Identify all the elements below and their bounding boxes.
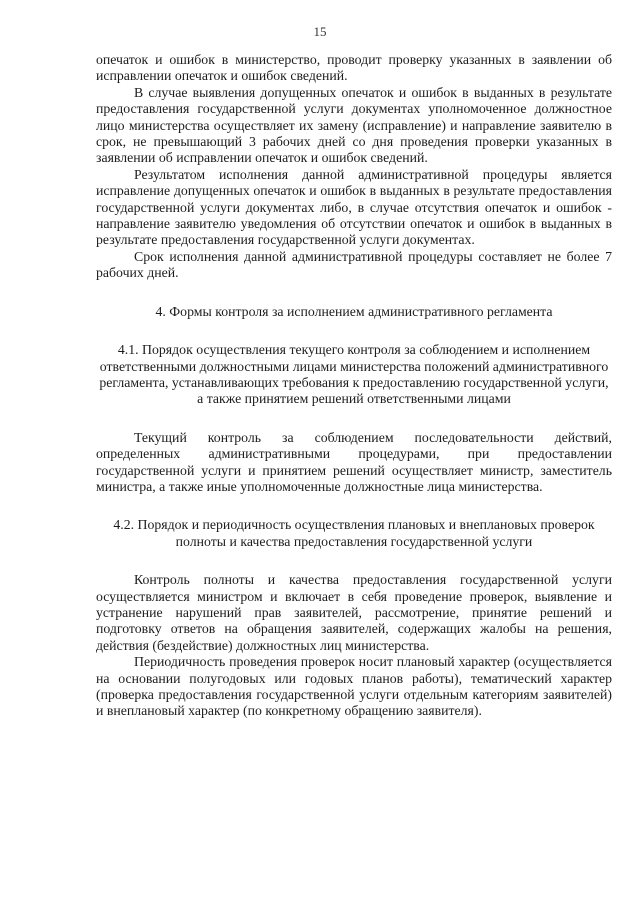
section-4-2-heading: 4.2. Порядок и периодичность осуществления плановых и внеплановых проверок полноты и качества предоставления государственной услуги: [113, 517, 595, 549]
paragraph-error-correction: В случае выявления допущенных опечаток и ошибок в выданных в результате предоставления государственной услуги документах уполномоченное должностное лицо министерства осуществляет их замену (исправление) и направление заявителю в срок, не превышающий 3 рабочих дней со дня проведения проверки указанных в заявлении об исправлении опечаток и ошибок сведений.: [96, 84, 612, 166]
paragraph-procedure-result: Результатом исполнения данной административной процедуры является исправление допущенных опечаток и ошибок в выданных в результате предоставления государственной услуги документах либо, в случае отсутствия опечаток и ошибок - направление заявителю уведомления об отсутствии опечаток и ошибок в выданных в результате предоставления государственной услуги документах.: [96, 166, 612, 248]
paragraph-continuation: опечаток и ошибок в министерство, проводит проверку указанных в заявлении об исправлении опечаток и ошибок сведений.: [96, 52, 612, 84]
paragraph-current-control: Текущий контроль за соблюдением последовательности действий, определенных административными процедурами, при предоставлении государственной услуги и принятием решений осуществляет министр, заместитель министра, а также иные уполномоченные должностные лица министерства.: [96, 429, 612, 494]
document-body: [96, 52, 612, 720]
paragraph-quality-control: Контроль полноты и качества предоставления государственной услуги осуществляется министром и включает в себя проведение проверок, выявление и устранение нарушений прав заявителей, рассмотрение, принятие решений и подготовку ответов на обращения заявителей, содержащих жалобы на решения, действия (бездействие) должностных лиц министерства.: [96, 572, 612, 653]
paragraph-procedure-term: Срок исполнения данной административной процедуры составляет не более 7 рабочих дней.: [96, 248, 612, 281]
section-4-1-heading: 4.1. Порядок осуществления текущего контроля за соблюдением и исполнением ответственными должностными лицами министерства положений административного регламента, устанавливающих требования к предоставлению государственной услуги, а также принятием решений ответственными лицами: [99, 342, 609, 407]
page-number: 15: [313, 24, 327, 39]
paragraph-inspection-frequency: Периодичность проведения проверок носит плановый характер (осуществляется на основании полугодовых или годовых планов работы), тематический характер (проверка предоставления государственной услуги отдельным категориям заявителей) и внеплановый характер (по конкретному обращению заявителя).: [96, 654, 612, 719]
section-4-heading: 4. Формы контроля за исполнением административного регламента: [155, 303, 553, 319]
